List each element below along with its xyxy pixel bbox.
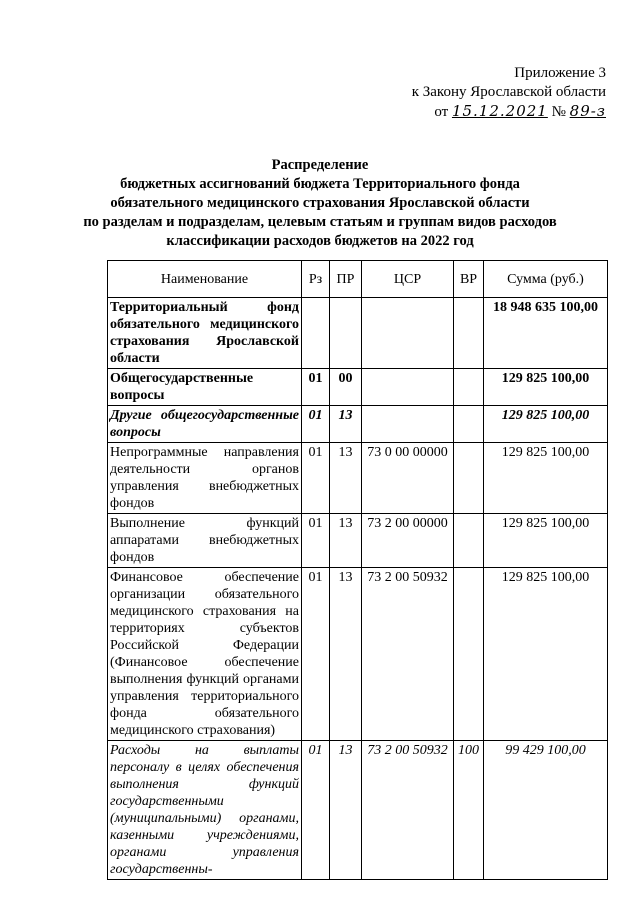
row-pr: 13 [330, 568, 362, 741]
row-vr [454, 369, 484, 406]
row-csr: 73 2 00 50932 [362, 741, 454, 880]
row-name: Территориальный фонд обязательного медицинского страхования Ярославской области [108, 298, 302, 369]
row-name: Расходы на выплаты персоналу в целях обеспечения выполнения функций государственными (муниципальными) органами, казенными учреждениями, органами управления государственны- [108, 741, 302, 880]
title-line-3: обязательного медицинского страхования Ярославской области [110, 195, 530, 211]
row-sum: 99 429 100,00 [484, 741, 608, 880]
date-prefix: от [434, 104, 449, 120]
header-csr: ЦСР [362, 261, 454, 298]
row-rz: 01 [302, 514, 330, 568]
row-name: Финансовое обеспечение организации обязательного медицинского страхования на территориях субъектов Российской Федерации (Финансовое обеспечение выполнения функций органами управления территориального фонда обязательного медицинского страхования) [108, 568, 302, 741]
row-sum: 129 825 100,00 [484, 406, 608, 443]
handwritten-date: 15.12.2021 [451, 102, 548, 120]
title-line-1: Распределение [271, 157, 369, 173]
row-csr [362, 406, 454, 443]
appendix-header [412, 64, 606, 122]
table-row [108, 406, 608, 443]
appendix-law-ref: к Закону Ярославской области [411, 84, 606, 100]
row-rz: 01 [302, 568, 330, 741]
table-row [108, 369, 608, 406]
row-csr: 73 2 00 50932 [362, 568, 454, 741]
row-csr: 73 0 00 00000 [362, 443, 454, 514]
row-sum: 129 825 100,00 [484, 443, 608, 514]
row-vr [454, 568, 484, 741]
row-vr [454, 443, 484, 514]
appendix-date-line [412, 102, 606, 122]
table-row [108, 514, 608, 568]
row-rz: 01 [302, 369, 330, 406]
number-prefix: № [551, 104, 566, 120]
row-rz: 01 [302, 741, 330, 880]
row-pr: 13 [330, 741, 362, 880]
row-pr: 13 [330, 514, 362, 568]
title-line-4: по разделам и подразделам, целевым статьям и группам видов расходов [83, 214, 557, 230]
row-csr [362, 298, 454, 369]
row-vr: 100 [454, 741, 484, 880]
row-csr [362, 369, 454, 406]
header-vr: ВР [454, 261, 484, 298]
table-header-row [108, 261, 608, 298]
row-csr: 73 2 00 00000 [362, 514, 454, 568]
row-rz: 01 [302, 443, 330, 514]
row-sum: 129 825 100,00 [484, 369, 608, 406]
row-pr: 00 [330, 369, 362, 406]
row-sum: 18 948 635 100,00 [484, 298, 608, 369]
row-pr: 13 [330, 443, 362, 514]
row-rz: 01 [302, 406, 330, 443]
row-sum: 129 825 100,00 [484, 514, 608, 568]
row-name: Другие общегосударственные вопросы [108, 406, 302, 443]
row-name: Непрограммные направления деятельности органов управления внебюджетных фондов [108, 443, 302, 514]
row-pr: 13 [330, 406, 362, 443]
row-name: Общегосударственные вопросы [108, 369, 302, 406]
table-row [108, 298, 608, 369]
handwritten-number: 89-з [569, 102, 606, 120]
header-name: Наименование [108, 261, 302, 298]
header-sum: Сумма (руб.) [484, 261, 608, 298]
row-sum: 129 825 100,00 [484, 568, 608, 741]
appendix-number: Приложение 3 [514, 65, 606, 81]
table-row [108, 741, 608, 880]
row-vr [454, 298, 484, 369]
header-pr: ПР [330, 261, 362, 298]
document-title [0, 156, 640, 251]
row-pr [330, 298, 362, 369]
title-line-2: бюджетных ассигнований бюджета Территориального фонда [120, 176, 520, 192]
budget-table [107, 260, 608, 880]
row-vr [454, 406, 484, 443]
table-row [108, 443, 608, 514]
title-line-5: классификации расходов бюджетов на 2022 год [166, 233, 474, 249]
row-vr [454, 514, 484, 568]
row-name: Выполнение функций аппаратами внебюджетных фондов [108, 514, 302, 568]
table-row [108, 568, 608, 741]
header-rz: Рз [302, 261, 330, 298]
row-rz [302, 298, 330, 369]
